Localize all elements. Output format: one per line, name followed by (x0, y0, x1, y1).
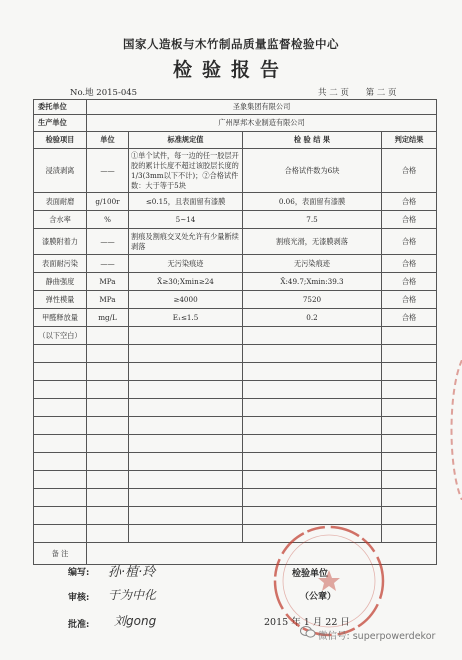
table-row (34, 193, 437, 211)
reviewed-signature: 于为中化 (108, 588, 157, 602)
row-standard: 5~14 (129, 211, 243, 229)
column-header: 判定结果 (382, 132, 437, 149)
producer-value: 广州厚邦木业制造有限公司 (87, 115, 437, 132)
client-value: 圣象集团有限公司 (87, 100, 437, 115)
row-verdict: 合格 (382, 211, 437, 229)
column-header: 单位 (87, 132, 129, 149)
row-result: 7.5 (243, 211, 382, 229)
total-pages: 共 二 页 (318, 88, 349, 98)
blank-row (34, 363, 437, 381)
row-standard: ≤0.15，且表面留有漆膜 (129, 193, 243, 211)
row-unit: —— (87, 229, 129, 255)
row-unit: MPa (87, 291, 129, 309)
row-item: 浸渍剥离 (34, 149, 87, 193)
blank-row (34, 435, 437, 453)
row-item: 表面耐污染 (34, 255, 87, 273)
client-row (34, 100, 437, 115)
row-item: 甲醛释放量 (34, 309, 87, 327)
row-verdict (382, 327, 437, 345)
row-unit (87, 327, 129, 345)
row-verdict: 合格 (382, 309, 437, 327)
reviewed-label: 审核: (68, 593, 90, 603)
row-verdict: 合格 (382, 255, 437, 273)
current-page: 第 二 页 (365, 88, 397, 98)
blank-row (34, 471, 437, 489)
client-label: 委托单位 (34, 100, 87, 115)
table-row (34, 291, 437, 309)
row-unit: % (87, 211, 129, 229)
row-result (243, 327, 382, 345)
table-row (34, 309, 437, 327)
official-seal-label: （公章） (300, 592, 337, 602)
row-item: （以下空白） (34, 327, 87, 345)
column-header: 检 验 结 果 (243, 132, 382, 149)
row-result: 割痕光滑，无漆膜剥落 (243, 229, 382, 255)
producer-label: 生产单位 (34, 115, 87, 132)
table-row (34, 229, 437, 255)
testing-unit-label: 检验单位 (292, 569, 329, 579)
prepared-signature: 孙·植·玲 (108, 565, 156, 580)
row-verdict: 合格 (382, 229, 437, 255)
row-standard: 无污染痕迹 (129, 255, 243, 273)
row-result: 7520 (243, 291, 382, 309)
row-verdict: 合格 (382, 193, 437, 211)
blank-row (34, 345, 437, 363)
table-row (34, 211, 437, 229)
row-item: 静曲强度 (34, 273, 87, 291)
row-standard: E₁≤1.5 (129, 309, 243, 327)
row-standard: ①单个试件，每一边的任一胶层开胶的累计长度不超过该胶层长度的1/3(3mm以下不计)；②合格试件数：大于等于5块 (129, 149, 243, 193)
row-unit: —— (87, 255, 129, 273)
row-item: 表面耐磨 (34, 193, 87, 211)
table-row (34, 327, 437, 345)
watermark-text: 微信号: superpowerdekor (318, 631, 436, 642)
table-row (34, 149, 437, 193)
table-row (34, 273, 437, 291)
row-result: 0.06，表面留有漆膜 (243, 193, 382, 211)
report-date: 2015 年 1 月 22 日 (264, 617, 350, 628)
page-indicator (318, 86, 411, 98)
approved-signature: 刘gong (114, 614, 157, 628)
row-item: 含水率 (34, 211, 87, 229)
blank-row (34, 381, 437, 399)
approved-label: 批准: (68, 620, 90, 630)
remarks-label: 备 注 (34, 543, 87, 565)
document-number: No.地 2015-045 (70, 88, 138, 98)
row-standard: 割痕及割痕交叉处允许有少量断续剥落 (129, 229, 243, 255)
blank-row (34, 453, 437, 471)
row-standard: X̄≥30;Xmin≥24 (129, 273, 243, 291)
row-unit: mg/L (87, 309, 129, 327)
column-header: 标准规定值 (129, 132, 243, 149)
row-standard: ≥4000 (129, 291, 243, 309)
row-unit: g/100r (87, 193, 129, 211)
column-header: 检验项目 (34, 132, 87, 149)
row-item: 弹性模量 (34, 291, 87, 309)
test-results-table (33, 99, 437, 565)
row-result: 0.2 (243, 309, 382, 327)
row-result: 合格试件数为6块 (243, 149, 382, 193)
blank-row (34, 417, 437, 435)
blank-row (34, 399, 437, 417)
edge-seal-mark (446, 360, 462, 500)
prepared-label: 编写: (68, 568, 90, 578)
row-result: 无污染痕迹 (243, 255, 382, 273)
row-unit: MPa (87, 273, 129, 291)
table-row (34, 255, 437, 273)
row-item: 漆膜附着力 (34, 229, 87, 255)
official-seal-stamp (270, 522, 388, 640)
row-verdict: 合格 (382, 291, 437, 309)
issuing-organization: 国家人造板与木竹制品质量监督检验中心 (123, 37, 339, 51)
row-standard (129, 327, 243, 345)
blank-row (34, 489, 437, 507)
row-verdict: 合格 (382, 273, 437, 291)
row-result: X̄:49.7;Xmin:39.3 (243, 273, 382, 291)
producer-row (34, 115, 437, 132)
row-unit: —— (87, 149, 129, 193)
wechat-icon (300, 625, 316, 639)
page-title: 检验报告 (172, 59, 289, 81)
row-verdict: 合格 (382, 149, 437, 193)
table-header (34, 132, 437, 149)
